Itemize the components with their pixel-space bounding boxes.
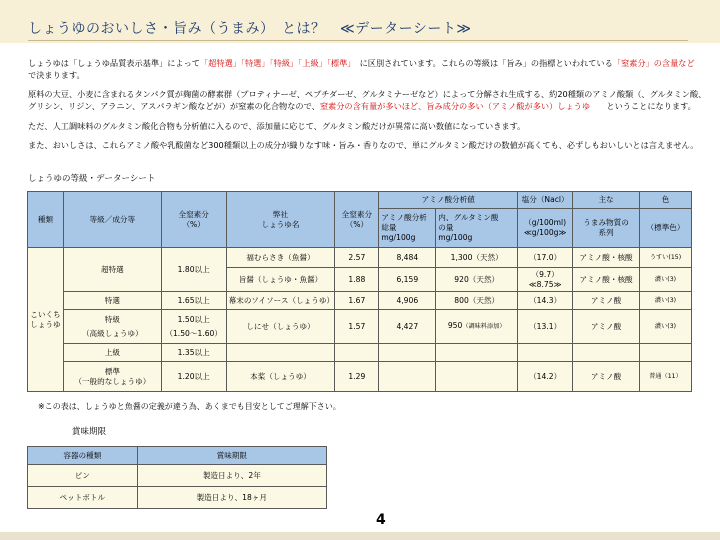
- th-main2: うまみ物質の 系列: [573, 209, 640, 248]
- th-glutamic: 内、グルタミン酸 の量 mg/100g: [436, 209, 518, 248]
- paragraph-grades-line2: で決まります。: [28, 70, 85, 80]
- paragraph-grades: [28, 57, 695, 69]
- nitrogen2-cell: 1.67: [335, 292, 379, 310]
- para2-highlight: 窒素分の含有量が多いほど、旨み成分の多い（アミノ酸が多い）しょうゆ: [319, 101, 591, 111]
- main-cell: アミノ酸・核酸: [573, 248, 640, 268]
- th-amino-group: アミノ酸分析値: [379, 192, 518, 209]
- bottom-band: [0, 532, 720, 540]
- glu-note: （調味料添加）: [462, 323, 506, 330]
- nitrogen2-cell: 1.88: [335, 268, 379, 292]
- amino-cell: 4,427: [379, 310, 436, 344]
- nitrogen2-cell: 1.29: [335, 362, 379, 392]
- para1-nitrogen: 「窒素分」の含量など: [612, 58, 695, 68]
- th-nitrogen2: 全窒素分 （%）: [335, 192, 379, 248]
- amino-cell: 6,159: [379, 268, 436, 292]
- glu-cell: [436, 344, 518, 362]
- page-number: 4: [376, 512, 386, 528]
- para1-text-b: に区別されています。これらの等級は「旨み」の指標といわれている: [351, 58, 613, 68]
- container-cell: ビン: [28, 465, 138, 487]
- nitrogen-cell: 1.65以上: [161, 292, 226, 310]
- color-cell: 普通（11）: [640, 362, 692, 392]
- salt-cell: （14.2）: [518, 362, 573, 392]
- table-row: [28, 465, 327, 487]
- glu-cell: 800（天然）: [436, 292, 518, 310]
- shelf-life-cell: 製造日より、18ヶ月: [137, 487, 326, 509]
- paragraph-amino-line1: 原料の大豆、小麦に含まれるタンパク質が麹菌の酵素群（プロティナーゼ、ペプチダーゼ、グルタミナーゼなど）によって分解され生成する、約20種類のアミノ酸類（、グルタミン酸、: [28, 89, 707, 99]
- section-title-datasheet: しょうゆの等級・データーシート: [28, 174, 156, 184]
- para2-text-a: グリシン、リジン、アラニン、アスパラギン酸などが）が窒素の化合物なので、: [28, 101, 320, 111]
- main-cell: [573, 344, 640, 362]
- brand-cell: [226, 344, 335, 362]
- grade-cell: 特選: [63, 292, 161, 310]
- main-cell: アミノ酸: [573, 292, 640, 310]
- grade-cell: 上級: [63, 344, 161, 362]
- glu-cell: [436, 362, 518, 392]
- color-cell: うすい(15): [640, 248, 692, 268]
- th-color2: （標準色）: [640, 209, 692, 248]
- salt-cell: （14.3）: [518, 292, 573, 310]
- table-row: [28, 292, 692, 310]
- main-cell: アミノ酸: [573, 362, 640, 392]
- color-cell: 濃い(3): [640, 292, 692, 310]
- nitrogen-cell: 1.20以上: [161, 362, 226, 392]
- kind-cell: こいくち しょうゆ: [28, 248, 64, 392]
- glu-cell: [436, 310, 518, 344]
- paragraph-taste: また、おいしさは、これらアミノ酸や乳酸菌など300種類以上の成分が織りなす味・旨み・香りなので、単にグルタミン酸だけの数値が高くても、必ずしもおいしいとは言えません。: [28, 140, 699, 150]
- glu-cell: 920（天然）: [436, 268, 518, 292]
- th-grade: 等級／成分等: [63, 192, 161, 248]
- th-main: 主な: [573, 192, 640, 209]
- nitrogen-cell: 1.50以上 （1.50〜1.60）: [161, 310, 226, 344]
- glu-value: 950: [447, 321, 463, 330]
- nitrogen2-cell: 2.57: [335, 248, 379, 268]
- th-color: 色: [640, 192, 692, 209]
- amino-cell: 4,906: [379, 292, 436, 310]
- section-title-shelf-life: 賞味期限: [72, 427, 107, 437]
- table-row: [28, 248, 692, 268]
- title-divider: [28, 40, 688, 41]
- container-cell: ペットボトル: [28, 487, 138, 509]
- th-nitrogen: 全窒素分 （%）: [161, 192, 226, 248]
- amino-cell: [379, 362, 436, 392]
- brand-cell: しにせ（しょうゆ）: [226, 310, 335, 344]
- color-cell: 濃い(3): [640, 268, 692, 292]
- para1-text-a: しょうゆは「しょうゆ品質表示基準」によって: [28, 58, 200, 68]
- grade-cell: 標準 （一般的なしょうゆ）: [63, 362, 161, 392]
- main-cell: アミノ酸・核酸: [573, 268, 640, 292]
- salt-cell: （9.7） ≪8.75≫: [518, 268, 573, 292]
- th-salt: 塩分（Nacl）: [518, 192, 573, 209]
- salt-cell: （13.1）: [518, 310, 573, 344]
- th-shelf-life: 賞味期限: [137, 447, 326, 465]
- grade-cell: 超特選: [63, 248, 161, 292]
- grade-table: [27, 191, 692, 392]
- shelf-life-cell: 製造日より、2年: [137, 465, 326, 487]
- color-cell: [640, 344, 692, 362]
- salt-cell: [518, 344, 573, 362]
- table-note: ※この表は、しょうゆと魚醤の定義が違う為、あくまでも目安としてご理解下さい。: [38, 402, 341, 411]
- nitrogen2-cell: 1.57: [335, 310, 379, 344]
- main-cell: アミノ酸: [573, 310, 640, 344]
- table-row: [28, 487, 327, 509]
- th-amino-total: アミノ酸分析 総量 mg/100g: [379, 209, 436, 248]
- grade-cell: 特級 （高級しょうゆ）: [63, 310, 161, 344]
- th-salt-unit: （g/100ml) ≪g/100g≫: [518, 209, 573, 248]
- paragraph-amino-line2: [28, 100, 696, 112]
- nitrogen-cell: 1.35以上: [161, 344, 226, 362]
- nitrogen-cell: 1.80以上: [161, 248, 226, 292]
- para2-text-c: ということになります。: [590, 101, 696, 111]
- paragraph-artificial: ただ、人工調味料のグルタミン酸化合物も分析値に入るので、添加量に応じて、グルタミン酸だけが異常に高い数値になっていきます。: [28, 121, 526, 131]
- brand-cell: 福むらさき（魚醤）: [226, 248, 335, 268]
- page-title: しょうゆのおいしさ・旨み（うまみ） とは？ ≪データーシート≫: [28, 21, 472, 37]
- para1-grades: 「超特選」「特選」「特級」「上級」「標準」: [199, 58, 352, 68]
- shelf-life-table: [27, 446, 327, 509]
- table-row: [28, 362, 692, 392]
- brand-cell: 本桨（しょうゆ）: [226, 362, 335, 392]
- table-row: [28, 310, 692, 344]
- nitrogen2-cell: [335, 344, 379, 362]
- th-kind: 種類: [28, 192, 64, 248]
- th-brand: 弊社 しょうゆ名: [226, 192, 335, 248]
- amino-cell: [379, 344, 436, 362]
- glu-cell: 1,300（天然）: [436, 248, 518, 268]
- salt-cell: （17.0）: [518, 248, 573, 268]
- brand-cell: 旨醤（しょうゆ・魚醤）: [226, 268, 335, 292]
- color-cell: 濃い(3): [640, 310, 692, 344]
- table-row: [28, 344, 692, 362]
- amino-cell: 8,484: [379, 248, 436, 268]
- brand-cell: 幕末のソイソース（しょうゆ）: [226, 292, 335, 310]
- th-container: 容器の種類: [28, 447, 138, 465]
